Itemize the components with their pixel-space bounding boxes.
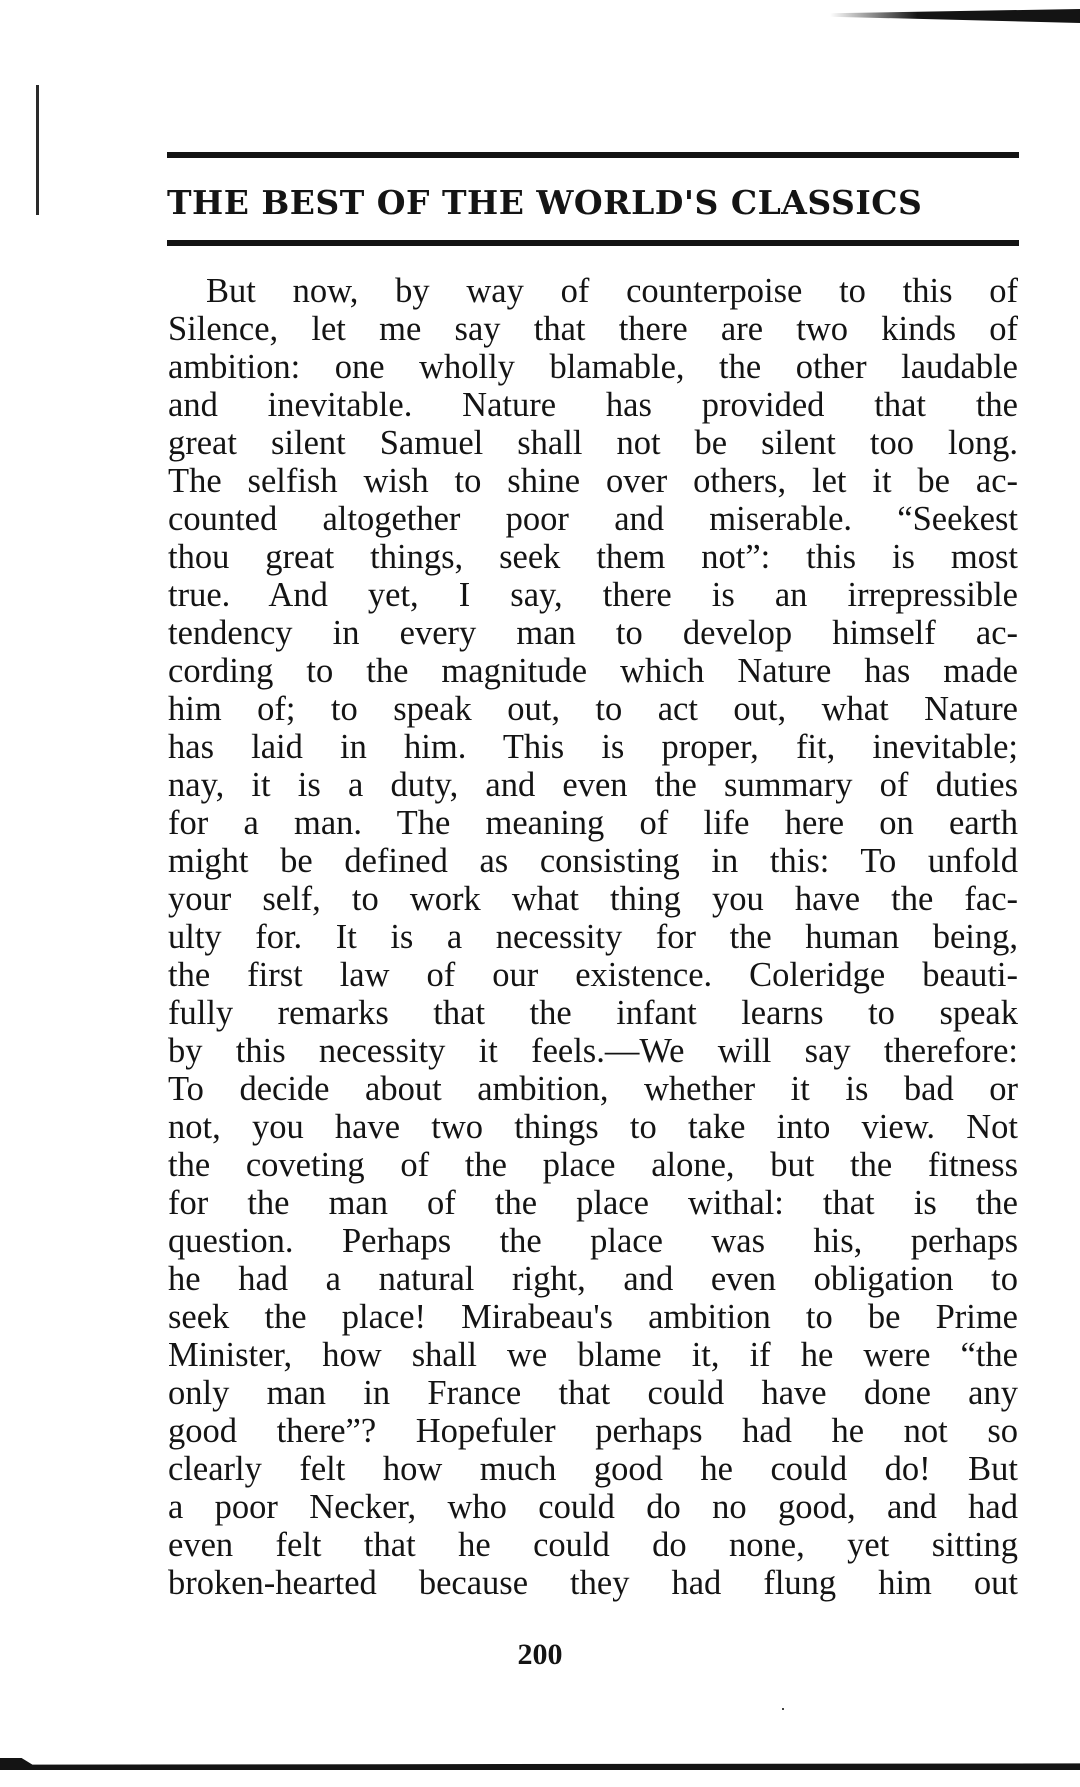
text-line: The selfish wish to shine over others, let it be ac- (168, 462, 1018, 500)
text-line: by this necessity it feels.—We will say therefore: (168, 1032, 1018, 1070)
scan-edge-mark-left (36, 85, 39, 215)
text-line: ambition: one wholly blamable, the other laudable (168, 348, 1018, 386)
text-line: nay, it is a duty, and even the summary of duties (168, 766, 1018, 804)
text-line: broken-hearted because they had flung him out (168, 1564, 1018, 1602)
text-line: thou great things, seek them not”: this is most (168, 538, 1018, 576)
text-line: might be defined as consisting in this: To unfold (168, 842, 1018, 880)
scan-speck (782, 1708, 784, 1710)
text-line: But now, by way of counterpoise to this of (206, 272, 1018, 310)
text-line: not, you have two things to take into view. Not (168, 1108, 1018, 1146)
text-line: seek the place! Mirabeau's ambition to be Prime (168, 1298, 1018, 1336)
text-line: him of; to speak out, to act out, what Nature (168, 690, 1018, 728)
running-head: THE BEST OF THE WORLD'S CLASSICS (167, 183, 923, 222)
text-line: he had a natural right, and even obligation to (168, 1260, 1018, 1298)
text-line: fully remarks that the infant learns to speak (168, 994, 1018, 1032)
header-rule-bottom (167, 240, 1019, 246)
text-line: good there”? Hopefuler perhaps had he not so (168, 1412, 1018, 1450)
text-line: has laid in him. This is proper, fit, inevitable; (168, 728, 1018, 766)
scan-edge-mark-bottom (0, 1758, 1080, 1770)
text-line: tendency in every man to develop himself ac- (168, 614, 1018, 652)
page-number: 200 (517, 1638, 563, 1671)
text-line: your self, to work what thing you have the fac- (168, 880, 1018, 918)
text-line: To decide about ambition, whether it is bad or (168, 1070, 1018, 1108)
text-line: Silence, let me say that there are two kinds of (168, 310, 1018, 348)
text-line: question. Perhaps the place was his, perhaps (168, 1222, 1018, 1260)
text-line: counted altogether poor and miserable. “Seekest (168, 500, 1018, 538)
scan-edge-mark-top (830, 9, 1080, 23)
text-line: true. And yet, I say, there is an irrepressible (168, 576, 1018, 614)
text-line: the first law of our existence. Coleridge beauti- (168, 956, 1018, 994)
text-line: the coveting of the place alone, but the fitness (168, 1146, 1018, 1184)
text-line: and inevitable. Nature has provided that the (168, 386, 1018, 424)
text-line: only man in France that could have done any (168, 1374, 1018, 1412)
text-line: for the man of the place withal: that is the (168, 1184, 1018, 1222)
header-rule-top (167, 152, 1019, 158)
text-line: clearly felt how much good he could do! But (168, 1450, 1018, 1488)
text-line: great silent Samuel shall not be silent too long. (168, 424, 1018, 462)
text-line: ulty for. It is a necessity for the human being, (168, 918, 1018, 956)
text-line: a poor Necker, who could do no good, and had (168, 1488, 1018, 1526)
text-line: cording to the magnitude which Nature has made (168, 652, 1018, 690)
text-line: Minister, how shall we blame it, if he were “the (168, 1336, 1018, 1374)
text-line: for a man. The meaning of life here on earth (168, 804, 1018, 842)
text-line: even felt that he could do none, yet sitting (168, 1526, 1018, 1564)
body-text (168, 272, 1018, 1602)
